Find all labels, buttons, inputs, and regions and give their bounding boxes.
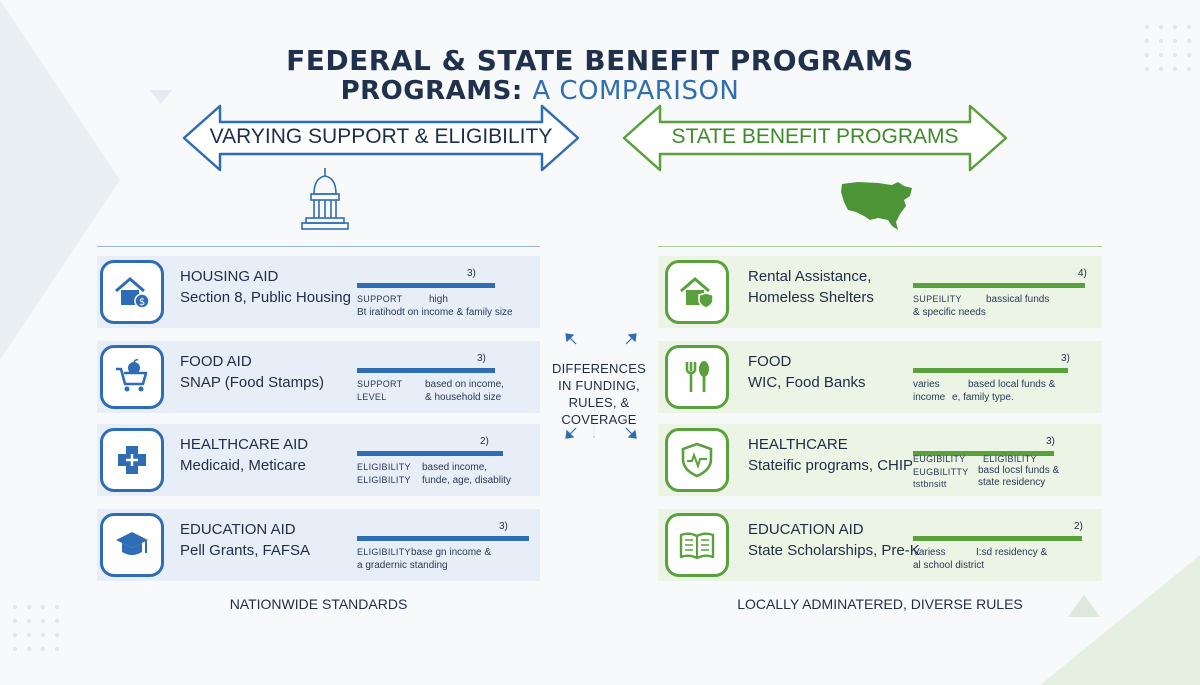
program-examples: Section 8, Public Housing — [180, 289, 351, 306]
federal-divider — [97, 246, 540, 247]
detail-key: ELIGIBILITY — [357, 547, 411, 557]
detail-key: ELIGIBILITY — [357, 462, 411, 472]
support-level-bar — [357, 536, 529, 541]
support-level-bar — [913, 283, 1085, 288]
background-dots — [8, 600, 68, 660]
detail-text: based income, — [422, 462, 488, 473]
support-level-bar — [913, 536, 1082, 541]
state-row-healthcare — [658, 424, 1102, 496]
state-row-food — [658, 341, 1102, 413]
detail-key: LEVEL — [357, 392, 387, 402]
program-examples: SNAP (Food Stamps) — [180, 374, 324, 391]
state-banner-label: STATE BENEFIT PROGRAMS — [671, 125, 959, 148]
open-book-icon — [679, 527, 715, 563]
program-name: EDUCATION AID — [180, 521, 296, 538]
program-name: HOUSING AID — [180, 268, 279, 285]
support-level-value: 3) — [467, 268, 476, 279]
program-name: FOOD AID — [180, 353, 252, 370]
center-differences-label — [540, 360, 658, 428]
support-level-value: 4) — [1078, 268, 1087, 279]
program-examples: State Scholarships, Pre-K — [748, 542, 920, 559]
support-level-bar — [357, 368, 495, 373]
page-subtitle — [0, 76, 1140, 106]
icon-box — [665, 513, 729, 577]
state-divider — [658, 246, 1102, 247]
program-examples: Medicaid, Meticare — [180, 457, 306, 474]
detail-key: SUPPORT — [357, 294, 403, 304]
support-level-value: 3) — [1061, 353, 1070, 364]
detail-text: high — [429, 294, 448, 305]
state-row-education — [658, 509, 1102, 581]
support-level-value: 3) — [1046, 436, 1055, 447]
detail-key: income — [913, 392, 946, 403]
page-title: FEDERAL & STATE BENEFIT PROGRAMS — [286, 44, 914, 77]
icon-box — [665, 345, 729, 409]
medical-cross-icon — [114, 442, 150, 478]
house-shield-icon — [679, 274, 715, 310]
program-name: HEALTHCARE AID — [180, 436, 309, 453]
program-name: EDUCATION AID — [748, 521, 864, 538]
detail-text: a gradernic standing — [357, 560, 448, 571]
program-examples: WIC, Food Banks — [748, 374, 866, 391]
icon-box — [665, 260, 729, 324]
icon-box — [100, 260, 164, 324]
detail-text: funde, age, disablity — [422, 475, 511, 486]
fork-spoon-icon — [679, 359, 715, 395]
detail-text: based on income, — [425, 379, 504, 390]
program-name: FOOD — [748, 353, 792, 370]
detail-text: I:sd residency & — [976, 547, 1048, 558]
federal-row-food — [97, 341, 540, 413]
support-level-bar — [913, 368, 1068, 373]
shield-heartbeat-icon — [679, 442, 715, 478]
detail-text: basd locsl funds & — [978, 465, 1060, 476]
federal-row-education — [97, 509, 540, 581]
detail-text: bassical funds — [986, 294, 1050, 305]
detail-text: based local funds & — [968, 379, 1056, 390]
us-map-icon — [838, 176, 918, 232]
icon-box — [100, 345, 164, 409]
federal-banner-label: VARYING SUPPORT & ELIGIBILITY — [209, 125, 553, 148]
center-line: DIFFERENCES — [552, 361, 646, 376]
support-level-bar — [357, 283, 495, 288]
detail-text: state residency — [978, 477, 1046, 488]
state-banner — [622, 104, 1008, 172]
detail-text: al school district — [913, 560, 985, 571]
detail-key: SUPEILITY — [913, 294, 962, 304]
detail-key: SUPPORT — [357, 379, 403, 389]
detail-text: base gn income & — [411, 547, 492, 558]
detail-text: ELIGIBILITY — [983, 454, 1037, 464]
house-dollar-icon — [114, 274, 150, 310]
subtitle-part-a: PROGRAMS: — [340, 76, 523, 106]
svg-text:$: $ — [138, 297, 146, 308]
federal-row-healthcare — [97, 424, 540, 496]
program-name: Rental Assistance, — [748, 268, 872, 285]
federal-banner — [182, 104, 580, 172]
detail-key: EUGBILITTY — [913, 467, 969, 477]
support-level-value: 2) — [1074, 521, 1083, 532]
detail-key: ELIGIBILITY — [357, 475, 411, 485]
federal-footer: NATIONWIDE STANDARDS — [229, 596, 408, 612]
capitol-building-icon — [300, 166, 350, 236]
support-level-bar — [357, 451, 503, 456]
state-row-housing — [658, 256, 1102, 328]
program-examples: Homeless Shelters — [748, 289, 874, 306]
icon-box — [100, 513, 164, 577]
support-level-value: 2) — [480, 436, 489, 447]
center-line: IN FUNDING, — [558, 378, 640, 393]
shopping-cart-apple-icon — [114, 359, 150, 395]
support-level-value: 3) — [477, 353, 486, 364]
program-examples: Stateific programs, CHIP — [748, 457, 914, 474]
detail-text: & specific needs — [913, 307, 986, 318]
federal-row-housing — [97, 256, 540, 328]
icon-box — [100, 428, 164, 492]
subtitle-part-b: A COMPARISON — [532, 76, 740, 106]
icon-box — [665, 428, 729, 492]
detail-text: e, family type. — [952, 392, 1014, 403]
detail-key: varies — [913, 379, 940, 390]
detail-text: Bt iratihodt on income & family size — [357, 307, 513, 318]
detail-key: tstbnsitt — [913, 479, 947, 489]
support-level-value: 3) — [499, 521, 508, 532]
program-examples: Pell Grants, FAFSA — [180, 542, 311, 559]
detail-text: & household size — [425, 392, 502, 403]
center-line: RULES, & COVERAGE — [561, 395, 637, 427]
detail-key: Variess — [913, 547, 946, 558]
graduation-cap-icon — [114, 527, 150, 563]
state-footer: LOCALLY ADMINATERED, DIVERSE RULES — [737, 596, 1023, 612]
program-name: HEALTHCARE — [748, 436, 848, 453]
detail-key: EUGIBILITY — [913, 454, 966, 464]
